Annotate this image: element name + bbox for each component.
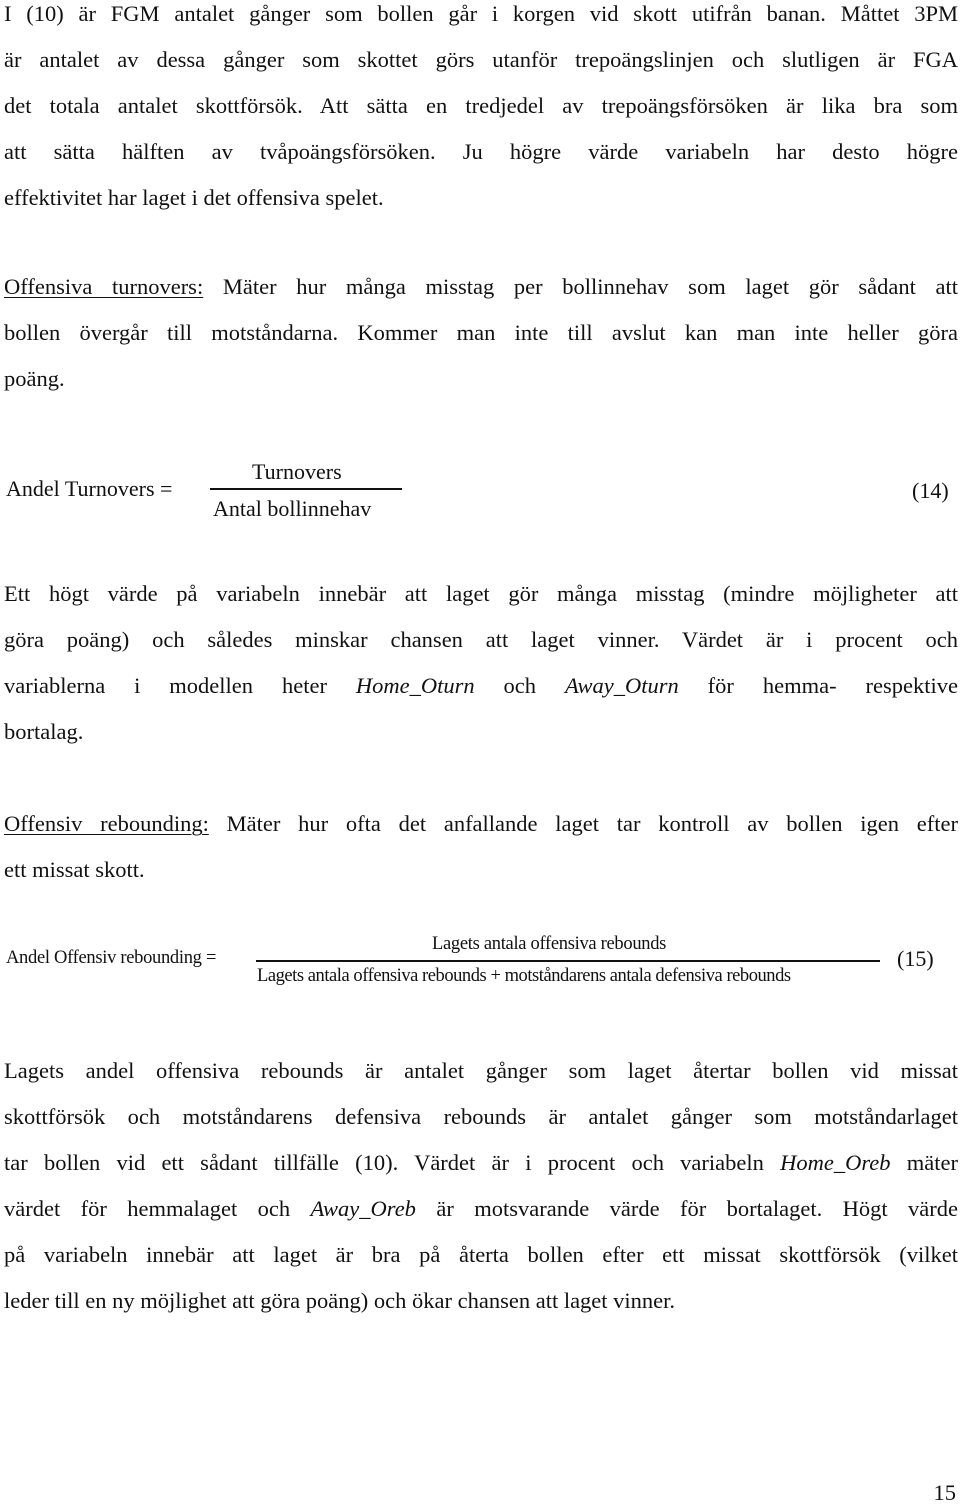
section-heading-offensive-rebounding: Offensiv rebounding: xyxy=(4,811,209,836)
text-line: bollen övergår till motståndarna. Kommer man inte till avslut kan man inte heller göra xyxy=(4,320,958,345)
text-line: effektivitet har laget i det offensiva spelet. xyxy=(4,185,384,210)
text-line: bortalag. xyxy=(4,719,84,744)
paragraph-rebound-interpretation xyxy=(4,1048,958,1324)
text-line xyxy=(4,264,958,310)
text-line: I (10) är FGM antalet gånger som bollen går i korgen vid skott utifrån banan. Måttet 3PM xyxy=(4,1,958,26)
text-line: är antalet av dessa gånger som skottet görs utanför trepoängslinjen och slutligen är FGA xyxy=(4,47,958,72)
paragraph-fgm-definition xyxy=(4,0,958,221)
text-line: på variabeln innebär att laget är bra på återta bollen efter ett missat skottförsök (vilket xyxy=(4,1242,958,1267)
text-line: leder till en ny möjlighet att göra poäng) och ökar chansen att laget vinner. xyxy=(4,1288,676,1313)
text-span: tar bollen vid ett sådant tillfälle (10). Värdet är i procent och variabeln xyxy=(4,1150,781,1175)
text-line xyxy=(4,1140,958,1186)
text-span: för hemma- respektive xyxy=(678,673,958,698)
paragraph-offensive-rebounding xyxy=(4,801,958,893)
text-line: skottförsök och motståndarens defensiva rebounds är antalet gånger som motståndarlaget xyxy=(4,1104,958,1129)
equation-denominator: Antal bollinnehav xyxy=(213,496,372,521)
text-line xyxy=(4,801,958,847)
fraction-bar xyxy=(256,960,880,962)
equation-15 xyxy=(0,930,960,1000)
variable-name: Home_Oturn xyxy=(355,673,475,698)
text-span: Mäter hur många misstag per bollinnehav som laget gör sådant att xyxy=(203,274,959,299)
section-heading-offensive-turnovers: Offensiva turnovers: xyxy=(4,274,204,299)
equation-number: (14) xyxy=(912,478,949,503)
variable-name: Away_Oturn xyxy=(564,673,679,698)
text-span: Mäter hur ofta det anfallande laget tar kontroll av bollen igen efter xyxy=(208,811,958,836)
variable-name: Away_Oreb xyxy=(310,1196,416,1221)
text-line: poäng. xyxy=(4,366,65,391)
equation-numerator: Turnovers xyxy=(252,459,342,484)
text-span: och xyxy=(474,673,565,698)
text-span: mäter xyxy=(890,1150,958,1175)
text-span: värdet för hemmalaget och xyxy=(4,1196,311,1221)
paragraph-turnover-interpretation xyxy=(4,571,958,755)
equation-14 xyxy=(0,450,960,530)
equation-lhs: Andel Offensiv rebounding = xyxy=(6,948,217,968)
text-line xyxy=(4,663,958,709)
equation-lhs: Andel Turnovers = xyxy=(6,476,173,501)
text-line: ett missat skott. xyxy=(4,857,145,882)
equation-number: (15) xyxy=(897,946,934,971)
text-span: är motsvarande värde för bortalaget. Högt värde xyxy=(415,1196,958,1221)
fraction-bar xyxy=(210,488,402,490)
text-line: att sätta hälften av tvåpoängsförsöken. Ju högre värde variabeln har desto högre xyxy=(4,139,958,164)
variable-name: Home_Oreb xyxy=(780,1150,891,1175)
text-line: det totala antalet skottförsök. Att sätta en tredjedel av trepoängsförsöken är lika bra som xyxy=(4,93,958,118)
text-line xyxy=(4,1186,958,1232)
text-line: Lagets andel offensiva rebounds är antalet gånger som laget återtar bollen vid missat xyxy=(4,1058,958,1083)
page-number: 15 xyxy=(933,1480,956,1505)
text-line: Ett högt värde på variabeln innebär att laget gör många misstag (mindre möjligheter att xyxy=(4,581,958,606)
text-span: variablerna i modellen heter xyxy=(4,673,356,698)
equation-numerator: Lagets antala offensiva rebounds xyxy=(432,934,667,954)
text-line: göra poäng) och således minskar chansen att laget vinner. Värdet är i procent och xyxy=(4,627,958,652)
equation-denominator: Lagets antala offensiva rebounds + motståndarens antala defensiva rebounds xyxy=(257,966,791,986)
paragraph-offensive-turnovers xyxy=(4,264,958,402)
